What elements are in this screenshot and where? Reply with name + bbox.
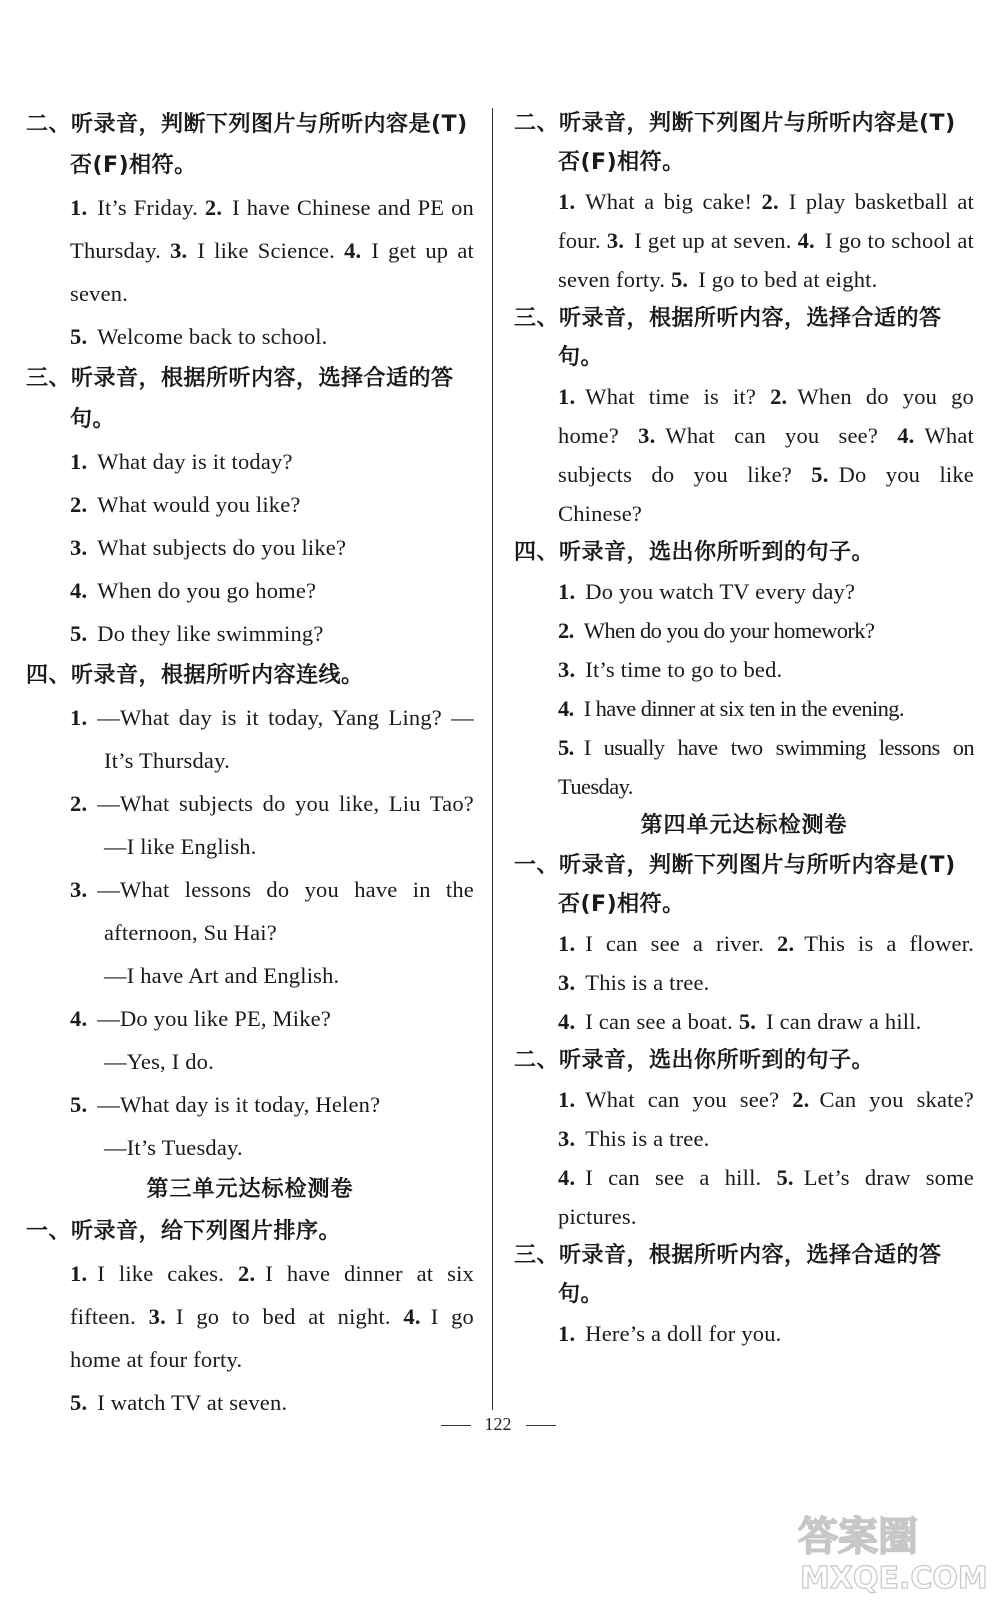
answer-text: What time is it? xyxy=(585,384,771,409)
unit-title: 第四单元达标检测卷 xyxy=(640,813,848,838)
section-heading: 三、听录音，根据所听内容，选择合适的答句。 xyxy=(26,366,454,432)
item-number: 3. xyxy=(170,238,188,263)
item-number: 3. xyxy=(606,228,625,253)
answer-text: Here’s a doll for you. xyxy=(585,1321,782,1346)
watermark-url: MXQE.COM xyxy=(800,1561,988,1596)
answer-text: —Do you like PE, Mike? xyxy=(97,1006,332,1031)
answer-line xyxy=(26,997,474,1040)
column-divider xyxy=(492,108,493,1410)
answer-line xyxy=(26,526,474,569)
item-number: 4. xyxy=(403,1304,421,1329)
answer-text: —It’s Tuesday. xyxy=(104,1135,243,1160)
item-number: 2. xyxy=(238,1261,256,1286)
answer-text: I go to bed at night. xyxy=(175,1304,404,1329)
answer-text: When do you go home? xyxy=(558,384,974,448)
right-column xyxy=(514,104,974,1353)
item-number: 5. xyxy=(70,621,88,646)
item-number: 5. xyxy=(558,735,574,760)
section-heading: 二、听录音，判断下列图片与所听内容是(T)否(F)相符。 xyxy=(26,112,468,178)
answer-line xyxy=(26,1252,474,1381)
section-heading: 四、听录音，根据所听内容连线。 xyxy=(26,663,364,688)
item-number: 1. xyxy=(558,189,576,214)
section-heading: 三、听录音，根据所听内容，选择合适的答句。 xyxy=(514,1243,942,1307)
item-number: 3. xyxy=(70,535,88,560)
answer-text: Do you like Chinese? xyxy=(558,462,974,526)
answer-line xyxy=(514,689,974,728)
answer-text: What would you like? xyxy=(97,492,301,517)
answer-text: What subjects do you like? xyxy=(97,535,347,560)
answer-line xyxy=(514,1080,974,1158)
answer-line xyxy=(26,1083,474,1126)
answer-text: I get up at seven. xyxy=(70,238,474,306)
section-heading: 二、听录音，判断下列图片与所听内容是(T)否(F)相符。 xyxy=(514,111,956,175)
answer-text: It’s Friday. xyxy=(97,195,205,220)
item-number: 5. xyxy=(70,1092,88,1117)
item-number: 2. xyxy=(761,189,779,214)
page-number: 122 xyxy=(484,1414,512,1434)
answer-text: I can see a hill. xyxy=(585,1165,777,1190)
answer-text: I have dinner at six fifteen. xyxy=(70,1261,474,1329)
item-number: 2. xyxy=(558,618,574,643)
item-number: 5. xyxy=(70,324,88,349)
item-number: 4. xyxy=(558,1165,576,1190)
answer-line xyxy=(26,1126,474,1169)
watermark-text: 答案圈 xyxy=(798,1514,918,1560)
answer-text: —What day is it today, Yang Ling? —It’s Thursday. xyxy=(97,705,474,773)
answer-text: —What day is it today, Helen? xyxy=(97,1092,381,1117)
left-column xyxy=(26,104,474,1424)
answer-text: This is a tree. xyxy=(585,1126,710,1151)
item-number: 5. xyxy=(811,462,829,487)
answer-line xyxy=(26,612,474,655)
item-number: 4. xyxy=(70,578,88,603)
section-heading: 四、听录音，选出你所听到的句子。 xyxy=(514,540,875,565)
item-number: 4. xyxy=(797,228,815,253)
answer-text: Let’s draw some pictures. xyxy=(558,1165,974,1229)
answer-text: —Yes, I do. xyxy=(104,1049,214,1074)
answer-text: This is a flower. xyxy=(804,931,974,956)
item-number: 1. xyxy=(558,384,576,409)
answer-line xyxy=(26,954,474,997)
item-number: 4. xyxy=(344,238,362,263)
unit-title: 第三单元达标检测卷 xyxy=(146,1177,354,1202)
answer-text: I go to school at seven forty. xyxy=(558,228,974,292)
answer-line xyxy=(26,868,474,954)
answer-line xyxy=(514,728,974,806)
answer-text: This is a tree. xyxy=(585,970,710,995)
item-number: 2. xyxy=(777,931,795,956)
answer-line xyxy=(514,650,974,689)
answer-line xyxy=(514,182,974,299)
answer-text: When do you do your homework? xyxy=(583,618,875,643)
item-number: 2. xyxy=(70,492,88,517)
answer-line xyxy=(514,924,974,1002)
item-number: 5. xyxy=(70,1390,88,1415)
answer-line xyxy=(514,1158,974,1236)
answer-text: I have Chinese and PE on Thursday. xyxy=(70,195,474,263)
item-number: 3. xyxy=(558,970,576,995)
answer-text: It’s time to go to bed. xyxy=(585,657,783,682)
answer-text: Can you skate? xyxy=(819,1087,974,1112)
answer-text: I get up at seven. xyxy=(634,228,798,253)
answer-text: What subjects do you like? xyxy=(558,423,974,487)
answer-line xyxy=(26,782,474,868)
section-heading: 一、听录音，给下列图片排序。 xyxy=(26,1219,342,1244)
answer-line xyxy=(26,483,474,526)
item-number: 1. xyxy=(558,579,576,604)
answer-line xyxy=(514,572,974,611)
item-number: 3. xyxy=(558,1126,576,1151)
answer-text: I go to bed at eight. xyxy=(698,267,878,292)
answer-line xyxy=(514,1002,974,1041)
item-number: 3. xyxy=(638,423,656,448)
item-number: 4. xyxy=(558,1009,576,1034)
answer-text: I can draw a hill. xyxy=(766,1009,922,1034)
answer-line xyxy=(514,377,974,533)
section-heading: 三、听录音，根据所听内容，选择合适的答句。 xyxy=(514,306,942,370)
item-number: 4. xyxy=(70,1006,88,1031)
answer-text: I watch TV at seven. xyxy=(97,1390,288,1415)
section-heading: 二、听录音，选出你所听到的句子。 xyxy=(514,1048,875,1073)
answer-text: Do you watch TV every day? xyxy=(585,579,856,604)
item-number: 3. xyxy=(70,877,88,902)
item-number: 3. xyxy=(148,1304,166,1329)
answer-text: —What lessons do you have in the afternoon, Su Hai? xyxy=(97,877,474,945)
answer-line xyxy=(26,569,474,612)
answer-line xyxy=(26,186,474,315)
item-number: 1. xyxy=(70,195,88,220)
item-number: 4. xyxy=(558,696,574,721)
answer-text: What day is it today? xyxy=(97,449,293,474)
item-number: 1. xyxy=(70,1261,88,1286)
answer-text: Do they like swimming? xyxy=(97,621,324,646)
item-number: 5. xyxy=(738,1009,757,1034)
item-number: 2. xyxy=(204,195,223,220)
item-number: 4. xyxy=(897,423,915,448)
answer-text: I usually have two swimming lessons on Tuesday. xyxy=(558,735,974,799)
item-number: 3. xyxy=(558,657,576,682)
answer-text: I can see a river. xyxy=(585,931,778,956)
item-number: 1. xyxy=(558,1087,576,1112)
item-number: 2. xyxy=(70,791,88,816)
answer-text: What can you see? xyxy=(585,1087,793,1112)
item-number: 5. xyxy=(776,1165,794,1190)
answer-line xyxy=(514,1314,974,1353)
answer-line xyxy=(514,611,974,650)
answer-text: I go home at four forty. xyxy=(70,1304,474,1372)
answer-text: When do you go home? xyxy=(97,578,317,603)
answer-text: I play basketball at four. xyxy=(558,189,974,253)
answer-text: —I have Art and English. xyxy=(104,963,340,988)
answer-text: I like Science. xyxy=(197,238,345,263)
answer-text: I have dinner at six ten in the evening. xyxy=(583,696,904,721)
item-number: 1. xyxy=(70,449,88,474)
item-number: 1. xyxy=(558,1321,576,1346)
page-footer xyxy=(0,1414,996,1435)
item-number: 2. xyxy=(792,1087,810,1112)
answer-text: Welcome back to school. xyxy=(97,324,328,349)
answer-text: What a big cake! xyxy=(585,189,762,214)
watermark-logo xyxy=(790,1500,990,1596)
answer-text: —What subjects do you like, Liu Tao? —I like English. xyxy=(97,791,474,859)
item-number: 1. xyxy=(70,705,88,730)
answer-line xyxy=(26,1040,474,1083)
answer-line xyxy=(26,315,474,358)
section-heading: 一、听录音，判断下列图片与所听内容是(T)否(F)相符。 xyxy=(514,853,956,917)
answer-line xyxy=(26,440,474,483)
answer-text: I like cakes. xyxy=(97,1261,238,1286)
item-number: 1. xyxy=(558,931,576,956)
answer-text: I can see a boat. xyxy=(585,1009,739,1034)
answer-text: What can you see? xyxy=(665,423,898,448)
item-number: 2. xyxy=(770,384,788,409)
answer-line xyxy=(26,696,474,782)
item-number: 5. xyxy=(670,267,689,292)
